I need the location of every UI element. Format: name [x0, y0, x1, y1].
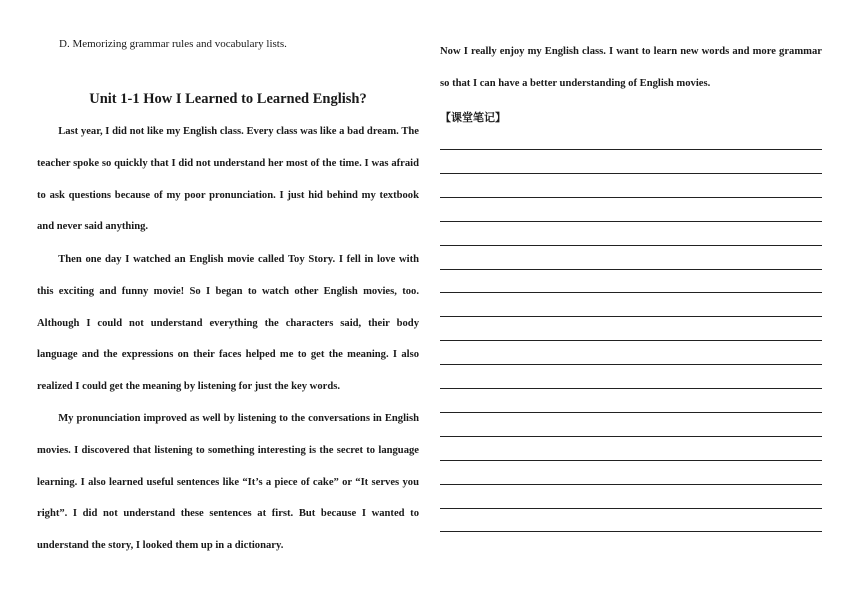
paragraph-2: Then one day I watched an English movie called Toy Story. I fell in love with this exciting and funny movie! So I began to watch other English movies, too. Although I could not understand everything the characters said, their body language and the expressions on their faces helped me to get the meaning. I also realized I could get the meaning by listening for just the key words.	[37, 254, 419, 393]
note-line	[440, 245, 822, 246]
note-line	[440, 531, 822, 532]
note-line	[440, 269, 822, 270]
note-line	[440, 340, 822, 341]
note-line	[440, 412, 822, 413]
note-line	[440, 388, 822, 389]
note-line	[440, 197, 822, 198]
paragraph-4: Now I really enjoy my English class. I want to learn new words and more grammar so that I can have a better understanding of English movies.	[440, 46, 822, 89]
paragraph-1: Last year, I did not like my English class. Every class was like a bad dream. The teacher spoke so quickly that I did not understand her most of the time. I was afraid to ask questions because of my poor pronunciation. I just hid behind my textbook and never said anything.	[37, 126, 419, 233]
note-line	[440, 149, 822, 150]
article-title: Unit 1-1 How I Learned to Learned English?	[89, 91, 367, 107]
note-line	[440, 508, 822, 509]
note-line	[440, 460, 822, 461]
note-line	[440, 364, 822, 365]
note-line	[440, 221, 822, 222]
class-notes-heading: 【课堂笔记】	[440, 111, 506, 124]
note-line	[440, 292, 822, 293]
note-line	[440, 436, 822, 437]
note-line	[440, 173, 822, 174]
note-line	[440, 316, 822, 317]
answer-option-d: D. Memorizing grammar rules and vocabulary lists.	[59, 38, 287, 50]
paragraph-3: My pronunciation improved as well by listening to the conversations in English movies. I discovered that listening to something interesting is the secret to language learning. I also learned useful sentences like “It’s a piece of cake” or “It serves you right”. I did not understand these sentences at first. But because I wanted to understand the story, I looked them up in a dictionary.	[37, 413, 419, 552]
note-line	[440, 484, 822, 485]
